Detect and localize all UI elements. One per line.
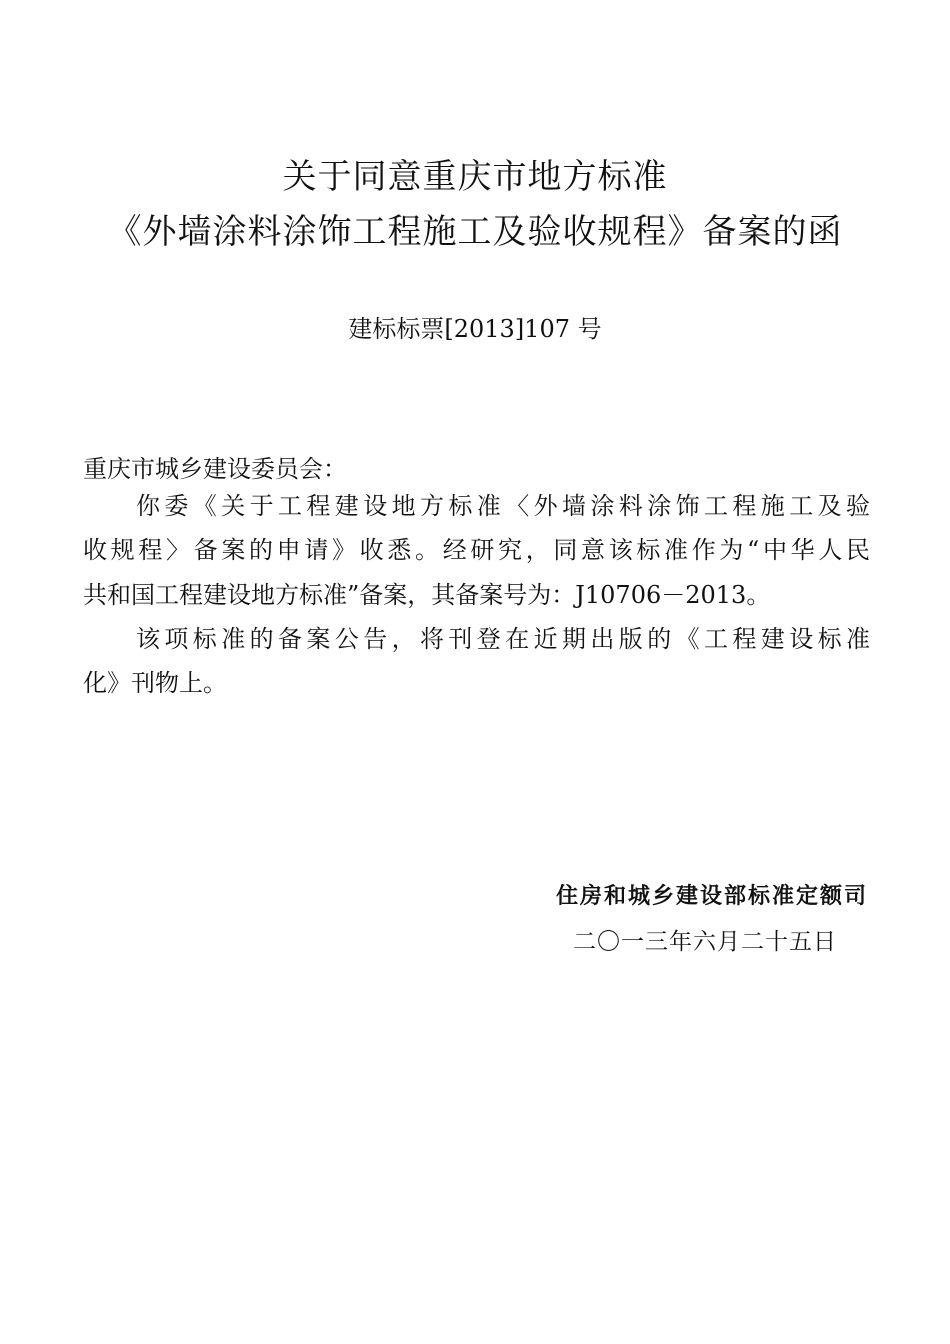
- paragraph-2-line-1: 该项标准的备案公告，将刊登在近期出版的《工程建设标准: [136, 625, 870, 653]
- signature-organization: 住房和城乡建设部标准定额司: [555, 884, 868, 909]
- letter-title-line-1: 关于同意重庆市地方标准: [282, 157, 668, 197]
- paragraph-1-line-2: 收规程〉备案的申请》收悉。经研究，同意该标准作为“中华人民: [83, 536, 870, 564]
- letter-title-line-2: 《外墙涂料涂饰工程施工及验收规程》备案的函: [107, 212, 843, 252]
- paragraph-1-line-3: 共和国工程建设地方标准”备案，其备案号为：J10706－2013。: [83, 581, 771, 609]
- salutation: 重庆市城乡建设委员会：: [83, 455, 347, 483]
- document-number: 建标标票[2013]107 号: [348, 315, 602, 343]
- paragraph-1-line-1: 你委《关于工程建设地方标准〈外墙涂料涂饰工程施工及验: [136, 492, 870, 520]
- signature-date: 二〇一三年六月二十五日: [573, 929, 837, 955]
- paragraph-2-line-2: 化》刊物上。: [83, 669, 227, 697]
